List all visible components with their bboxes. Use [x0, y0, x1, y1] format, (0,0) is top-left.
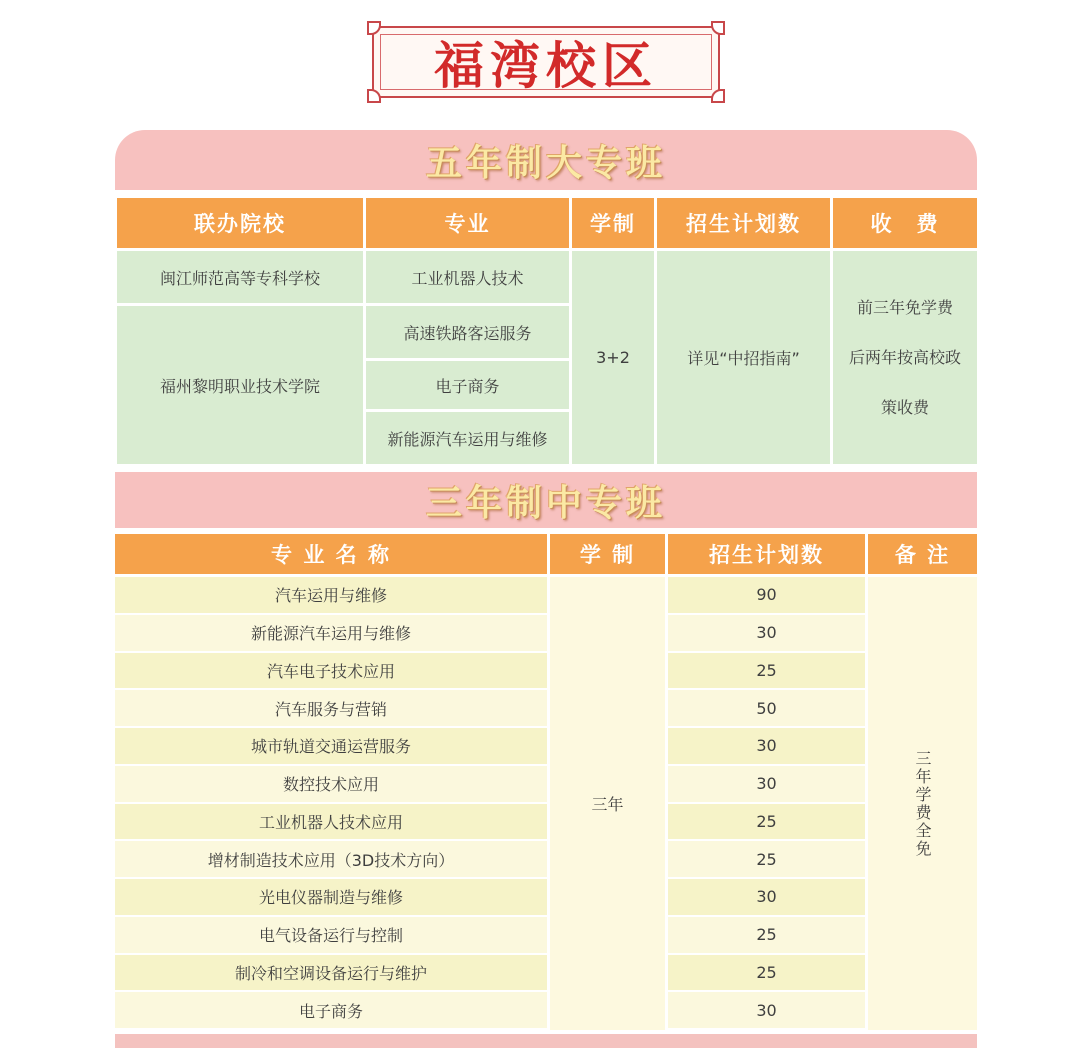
major-name-cell: 工业机器人技术应用 [115, 804, 547, 840]
major-name-cell: 城市轨道交通运营服务 [115, 728, 547, 764]
header-partner-school: 联办院校 [117, 198, 363, 248]
three-year-table [115, 534, 977, 1030]
major-name-cell: 增材制造技术应用（3D技术方向） [115, 841, 547, 877]
major-name-cell: 新能源汽车运用与维修 [115, 615, 547, 651]
enroll-count-cell: 50 [668, 690, 865, 726]
enroll-count-cell: 25 [668, 804, 865, 840]
major-cell: 高速铁路客运服务 [366, 306, 569, 358]
five-year-section-header [115, 130, 977, 190]
duration-cell: 三年 [550, 577, 665, 1030]
header-major: 专业 [366, 198, 569, 248]
five-year-table [115, 196, 977, 464]
major-name-cell: 数控技术应用 [115, 766, 547, 802]
major-cell: 新能源汽车运用与维修 [366, 412, 569, 464]
three-year-section-title: 三年制中专班 [425, 482, 666, 524]
enroll-count-cell: 25 [668, 653, 865, 689]
major-name-cell: 汽车服务与营销 [115, 690, 547, 726]
major-name-cell: 电气设备运行与控制 [115, 917, 547, 953]
enroll-count-cell: 25 [668, 955, 865, 991]
fee-line: 后两年按高校政 [848, 347, 961, 367]
major-name-cell: 汽车运用与维修 [115, 577, 547, 613]
fee-cell [833, 251, 977, 464]
page-title: 福湾校区 [434, 37, 658, 95]
fee-line: 策收费 [880, 397, 929, 417]
major-name-cell: 制冷和空调设备运行与维护 [115, 955, 547, 991]
major-cell: 电子商务 [366, 361, 569, 409]
enroll-count-cell: 30 [668, 728, 865, 764]
five-year-section-title: 五年制大专班 [425, 142, 666, 184]
header-major-name: 专 业 名 称 [115, 534, 547, 574]
remark-text: 三年学费全免 [913, 749, 932, 858]
enroll-count-cell: 25 [668, 917, 865, 953]
enroll-count-cell: 30 [668, 879, 865, 915]
remark-cell [868, 577, 977, 1030]
title-banner [372, 26, 720, 98]
major-name-cell: 光电仪器制造与维修 [115, 879, 547, 915]
major-name-cell: 电子商务 [115, 992, 547, 1028]
enroll-count-cell: 30 [668, 615, 865, 651]
header-duration: 学制 [572, 198, 654, 248]
partner-school-cell: 福州黎明职业技术学院 [117, 306, 363, 464]
header-remark: 备 注 [868, 534, 977, 574]
enroll-count-cell: 90 [668, 577, 865, 613]
enroll-count-cell: 25 [668, 841, 865, 877]
header-fee: 收 费 [833, 198, 977, 248]
plan-cell: 详见“中招指南” [657, 251, 830, 464]
major-name-cell: 汽车电子技术应用 [115, 653, 547, 689]
major-cell: 工业机器人技术 [366, 251, 569, 303]
header-plan: 招生计划数 [657, 198, 830, 248]
header-duration: 学 制 [550, 534, 665, 574]
header-plan: 招生计划数 [668, 534, 865, 574]
three-year-section-header [115, 472, 977, 528]
partner-school-cell: 闽江师范高等专科学校 [117, 251, 363, 303]
bottom-decor-bar [115, 1034, 977, 1048]
enroll-count-cell: 30 [668, 766, 865, 802]
fee-line: 前三年免学费 [856, 297, 953, 317]
duration-cell: 3+2 [572, 251, 654, 464]
enroll-count-cell: 30 [668, 992, 865, 1028]
